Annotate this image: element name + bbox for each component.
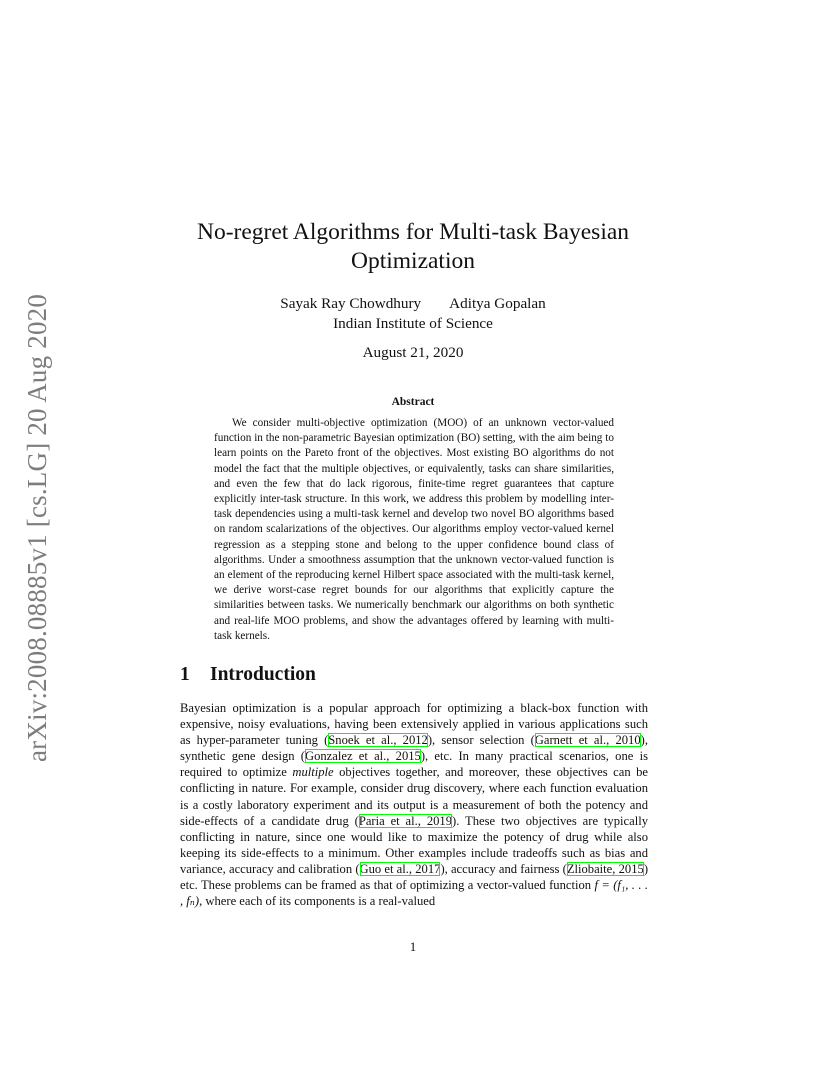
intro-text: ), accuracy and fairness ( xyxy=(440,861,567,876)
intro-text: , where each of its components is a real-valued xyxy=(199,894,436,909)
citation-link[interactable]: Snoek et al., 2012 xyxy=(328,733,428,748)
emphasis-text: multiple xyxy=(292,765,334,780)
citation-link[interactable]: Paria et al., 2019 xyxy=(358,813,453,828)
author-block xyxy=(180,294,646,334)
paper-date: August 21, 2020 xyxy=(362,344,464,361)
citation-link[interactable]: Gonzalez et al., 2015 xyxy=(304,749,421,764)
intro-text: ). These two objectives are typically conflicting in nature, since one would like to maximize the potency of drug while also keeping its side-effects to a minimum. Other examples include tradeoffs such as bias and variance, accuracy and calibration ( xyxy=(180,813,648,876)
intro-text: Bayesian optimization is a popular approach for optimizing a black-box function with expensive, noisy evaluations, having been extensively applied in various applications such as hyper-parameter tuning ( xyxy=(180,701,648,748)
abstract-text: We consider multi-objective optimization (MOO) of an unknown vector-valued function in the non-parametric Bayesian optimization (BO) setting, with the aim being to learn points on the Pareto front of the objectives. Most existing BO algorithms do not model the fact that the multiple objectives, or equivalently, tasks can share similarities, and even the few that do lack rigorous, finite-time regret guarantees that capture explicitly inter-task structure. In this work, we address this problem by modelling inter-task dependencies using a multi-task kernel and develop two novel BO algorithms based on random scalarizations of the objectives. Our algorithms employ vector-valued kernel regression as a stepping stone and belong to the upper confidence bound class of algorithms. Under a smoothness assumption that the unknown vector-valued function is an element of the reproducing kernel Hilbert space associated with the multi-task kernel, we derive worst-case regret bounds for our algorithms that explicitly capture the similarities between tasks. We numerically benchmark our algorithms on both synthetic and real-life MOO problems, and show the advantages offered by learning with multi-task kernels. xyxy=(214,417,614,642)
citation-link[interactable]: Zliobaite, 2015 xyxy=(566,861,644,876)
paper-title: No-regret Algorithms for Multi-task Bayesian Optimization xyxy=(196,219,630,274)
arxiv-identifier: arXiv:2008.08885v1 [cs.LG] 20 Aug 2020 xyxy=(22,293,52,762)
author-names xyxy=(180,294,646,314)
section-title: Introduction xyxy=(210,664,316,685)
intro-text: objectives together, and moreover, these objectives can be conflicting in nature. For example, consider drug discovery, where each function evaluation is a costly laboratory experiment and its output is a measurement of both the potency and side-effects of a candidate drug ( xyxy=(180,765,649,828)
author-name: Aditya Gopalan xyxy=(449,295,546,312)
intro-text: ), sensor selection ( xyxy=(427,733,535,748)
intro-text: ) etc. These problems can be framed as that of optimizing a vector-valued function xyxy=(180,861,649,893)
section-heading xyxy=(180,664,316,686)
affiliation: Indian Institute of Science xyxy=(333,315,493,332)
page-number: 1 xyxy=(409,939,417,954)
math-expression: f = (f₁, . . . , fₙ) xyxy=(180,878,649,909)
intro-text: ), etc. In many practical scenarios, one is required to optimize xyxy=(180,749,648,780)
citation-link[interactable]: Guo et al., 2017 xyxy=(359,861,441,876)
section-number: 1 xyxy=(180,664,190,685)
intro-text: ), synthetic gene design ( xyxy=(180,733,648,764)
citation-link[interactable]: Garnett et al., 2010 xyxy=(534,733,641,748)
author-name: Sayak Ray Chowdhury xyxy=(280,295,422,312)
abstract-heading: Abstract xyxy=(391,396,435,408)
intro-paragraph xyxy=(180,700,648,909)
